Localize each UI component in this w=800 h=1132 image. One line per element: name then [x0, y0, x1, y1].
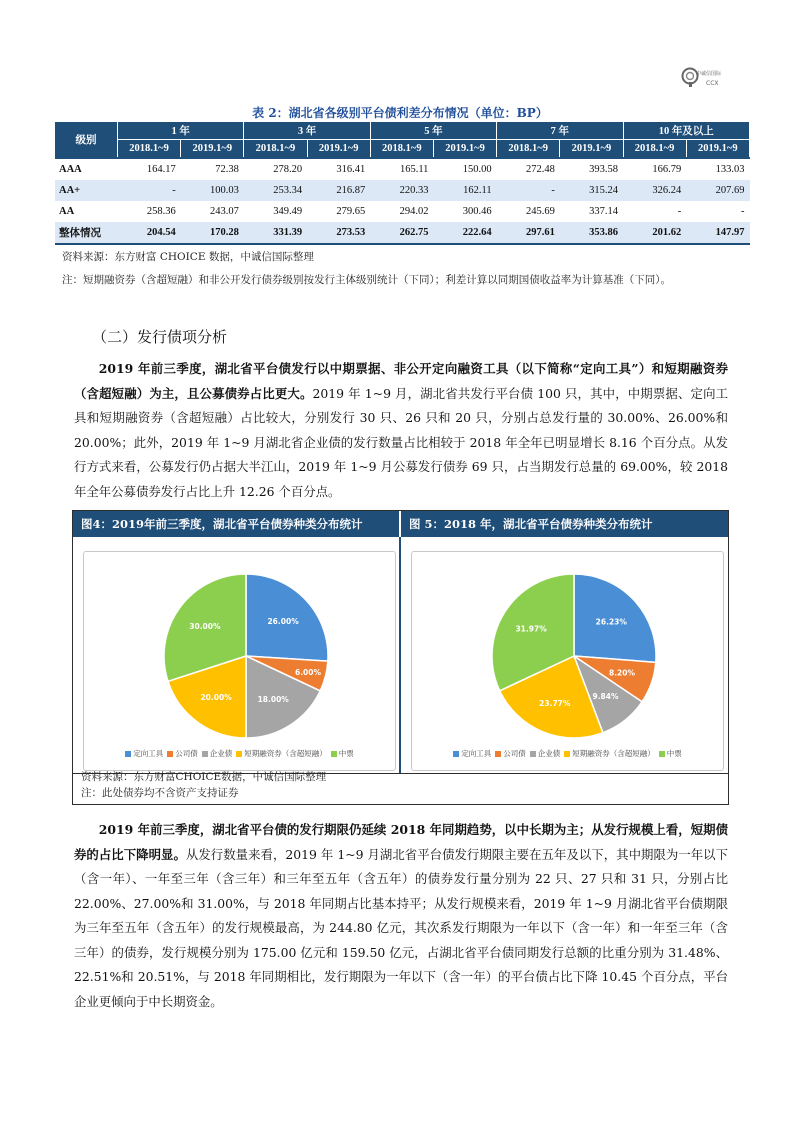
period-header: 2019.1~9 [560, 140, 623, 159]
pie-data-label: 6.00% [294, 667, 322, 677]
company-logo [680, 64, 724, 94]
legend-swatch [236, 751, 242, 757]
legend-label: 定向工具 [461, 749, 492, 758]
table-cell: 245.69 [525, 206, 555, 217]
table-cell: 216.87 [307, 180, 370, 201]
logo-sub: CCX [706, 80, 719, 87]
table-cell: 349.49 [273, 206, 303, 217]
table-cell: 316.41 [307, 158, 370, 180]
table-cell: 258.36 [146, 206, 176, 217]
table-subheader-row [55, 140, 750, 159]
pie-data-label: 26.23% [595, 617, 627, 627]
table-cell: 279.65 [336, 206, 366, 217]
pie-data-label: 8.20% [608, 668, 636, 678]
paragraph-body: 从发行数量来看，2019 年 1~9 月湖北省平台债发行期限主要在五年及以下，其中期限为一年以下（含一年）、一年至三年（含三年）和三年至五年（含五年）的债券发行量分别为 22 只、27 只和 31 只，分别占比 22.00%、27.00%和 31.00%，与 2018 年同期占比基本持平；从发行规模来看，2019 年 1~9 月湖北省平台债期限为三年至五年（含五年）的发行规模最高，为 244.80 亿元，其次系发行期限为一年以下（含一年）和一年至三年（含三年）的债券，发行规模分别为 175.00 亿元和 159.50 亿元，占湖北省平台债同期发行总额的比重分别为 31.48%、22.51%和 20.51%，与 2018 年同期相比，发行期限为一年以下（含一年）的平台债占比下降 10.45 个百分点，平台企业更倾向于中长期资金。 [74, 846, 729, 1009]
legend-swatch [331, 751, 337, 757]
table-cell: 273.53 [307, 222, 370, 244]
table-cell: 393.58 [560, 158, 623, 180]
table-row [55, 201, 750, 222]
pie-data-label: 23.77% [539, 699, 571, 709]
legend-item-corporate-bond [495, 748, 526, 759]
table-cell: - [497, 180, 560, 201]
period-header: 2019.1~9 [686, 140, 749, 159]
table-cell: 165.11 [370, 158, 433, 180]
period-header: 2019.1~9 [433, 140, 496, 159]
pie-chart-2019 [84, 552, 395, 748]
table-cell: 207.69 [686, 180, 749, 201]
chart-legend-2018 [412, 748, 723, 759]
section-heading: （二）发行债项分析 [92, 328, 228, 346]
period-header: 2018.1~9 [370, 140, 433, 159]
legend-swatch [453, 751, 459, 757]
table-cell: 297.61 [497, 222, 560, 244]
figure-divider [399, 537, 401, 773]
legend-label: 公司债 [175, 749, 198, 758]
chart-panel-2019 [83, 551, 396, 771]
legend-swatch [495, 751, 501, 757]
row-label: AA+ [55, 180, 118, 201]
row-label: AA [59, 206, 75, 217]
pie-chart-2018 [412, 552, 723, 748]
table-cell: - [118, 180, 181, 201]
table-row [55, 180, 750, 201]
table-cell: 100.03 [181, 180, 244, 201]
figure-box [72, 510, 729, 805]
figure-note: 注：此处债券均不含资产支持证券 [81, 787, 239, 799]
table-title: 表 2：湖北省各级别平台债利差分布情况（单位：BP） [252, 106, 548, 120]
table-cell: 315.24 [560, 180, 623, 201]
table-cell: 243.07 [210, 206, 239, 217]
legend-label: 企业债 [537, 749, 561, 758]
paragraph-issuance-term [74, 818, 728, 1014]
table-cell: 162.11 [433, 180, 496, 201]
legend-swatch [202, 751, 208, 757]
table-note: 注：短期融资券（含超短融）和非公开发行债券级别按发行主体级别统计（下同）；利差计算以同期国债收益率为计算基准（下同）。 [62, 274, 671, 286]
period-header: 2019.1~9 [181, 140, 244, 159]
group-header: 3 年 [244, 122, 370, 140]
group-header: 1 年 [118, 122, 244, 140]
table-cell: 170.28 [181, 222, 244, 244]
paragraph-lead: 2019 年前三季度，湖北省平台债发行以中期票据、非公开定向融资工具（以下简称“定向工具”）和短期融资券（含超短融）为主，且公募债券占比更大。 [74, 361, 728, 401]
legend-swatch [564, 751, 570, 757]
figure-title-left: 图4：2019年前三季度，湖北省平台债券种类分布统计 [73, 511, 399, 537]
table-cell: 204.54 [118, 222, 181, 244]
chart-panel-2018 [411, 551, 724, 771]
paragraph-issuance-type [74, 357, 728, 504]
table-cell: 326.24 [623, 180, 686, 201]
pie-data-label: 18.00% [257, 694, 289, 704]
legend-item-enterprise-bond [530, 748, 561, 759]
row-label: AAA [55, 158, 118, 180]
legend-item-short-term-note [564, 748, 655, 759]
legend-label: 公司债 [503, 749, 526, 758]
legend-label: 中票 [666, 749, 682, 758]
table-row-total [55, 222, 750, 244]
table-header-row [55, 122, 750, 140]
table-cell: 164.17 [118, 158, 181, 180]
legend-item-enterprise-bond [202, 748, 233, 759]
group-header: 10 年及以上 [623, 122, 750, 140]
legend-label: 短期融资券（含超短融） [244, 749, 327, 758]
table-cell: 222.64 [433, 222, 496, 244]
pie-data-label: 9.84% [592, 691, 619, 701]
pie-data-label: 30.00% [189, 622, 221, 632]
figure-source: 资料来源：东方财富CHOICE数据，中诚信国际整理 [81, 771, 327, 783]
pie-data-label: 20.00% [200, 693, 232, 703]
logo-brand: 中诚信国际 [696, 71, 722, 77]
legend-item-directional-tool [125, 748, 163, 759]
table-cell: 337.14 [589, 206, 618, 217]
pie-data-label: 26.00% [267, 617, 299, 627]
legend-item-corporate-bond [167, 748, 198, 759]
chart-legend-2019 [84, 748, 395, 759]
table-row [55, 158, 750, 180]
table-cell: 300.46 [462, 206, 492, 217]
table-cell: - [741, 206, 745, 217]
pie-data-label: 31.97% [515, 624, 547, 634]
table-cell: 147.97 [686, 222, 749, 244]
legend-swatch [659, 751, 665, 757]
period-header: 2018.1~9 [244, 140, 307, 159]
legend-label: 企业债 [209, 749, 233, 758]
figure-title-right: 图 5：2018 年，湖北省平台债券种类分布统计 [401, 511, 728, 537]
group-header: 7 年 [497, 122, 623, 140]
legend-item-medium-term-note [659, 748, 682, 759]
table-cell: 253.34 [244, 180, 307, 201]
period-header: 2018.1~9 [118, 140, 181, 159]
table-cell: 166.79 [623, 158, 686, 180]
table-cell: 201.62 [623, 222, 686, 244]
legend-item-medium-term-note [331, 748, 354, 759]
paragraph-body: 2019 年 1~9 月，湖北省共发行平台债 100 只，其中，中期票据、定向工具和短期融资券（含超短融）占比较大，分别发行 30 只、26 只和 20 只，分别占总发行量的 30.00%、26.00%和 20.00%；此外，2019 年 1~9 月湖北省企业债的发行数量占比相较于 2018 年全年已明显增长 8.16 个百分点。从发行方式来看，公募发行仍占据大半江山，2019 年 1~9 月公募发行债券 69 只，占当期发行总量的 69.00%，较 2018 年全年公募债券发行占比上升 12.26 个百分点。 [74, 385, 729, 499]
grade-header: 级别 [55, 122, 118, 158]
legend-swatch [530, 751, 536, 757]
table-cell: 331.39 [244, 222, 307, 244]
table-cell: 72.38 [181, 158, 244, 180]
legend-label: 定向工具 [133, 749, 164, 758]
group-header: 5 年 [370, 122, 496, 140]
table-cell: 220.33 [370, 180, 433, 201]
paragraph-lead: 2019 年前三季度，湖北省平台债的发行期限仍延续 2018 年同期趋势，以中长期为主；从发行规模上看，短期债券的占比下降明显。 [74, 822, 728, 862]
legend-label: 短期融资券（含超短融） [572, 749, 655, 758]
table-cell: - [677, 206, 682, 217]
legend-label: 中票 [338, 749, 354, 758]
period-header: 2018.1~9 [623, 140, 686, 159]
legend-item-directional-tool [453, 748, 491, 759]
period-header: 2019.1~9 [307, 140, 370, 159]
table-cell: 262.75 [370, 222, 433, 244]
table-cell: 353.86 [560, 222, 623, 244]
legend-item-short-term-note [236, 748, 327, 759]
row-label: 整体情况 [55, 222, 118, 244]
spread-table [55, 122, 750, 245]
legend-swatch [125, 751, 131, 757]
legend-swatch [167, 751, 173, 757]
table-cell: 278.20 [244, 158, 307, 180]
table-cell: 150.00 [433, 158, 496, 180]
table-cell: 294.02 [399, 206, 429, 217]
period-header: 2018.1~9 [497, 140, 560, 159]
table-source: 资料来源：东方财富 CHOICE 数据，中诚信国际整理 [62, 251, 314, 263]
table-cell: 272.48 [497, 158, 560, 180]
table-cell: 133.03 [686, 158, 749, 180]
